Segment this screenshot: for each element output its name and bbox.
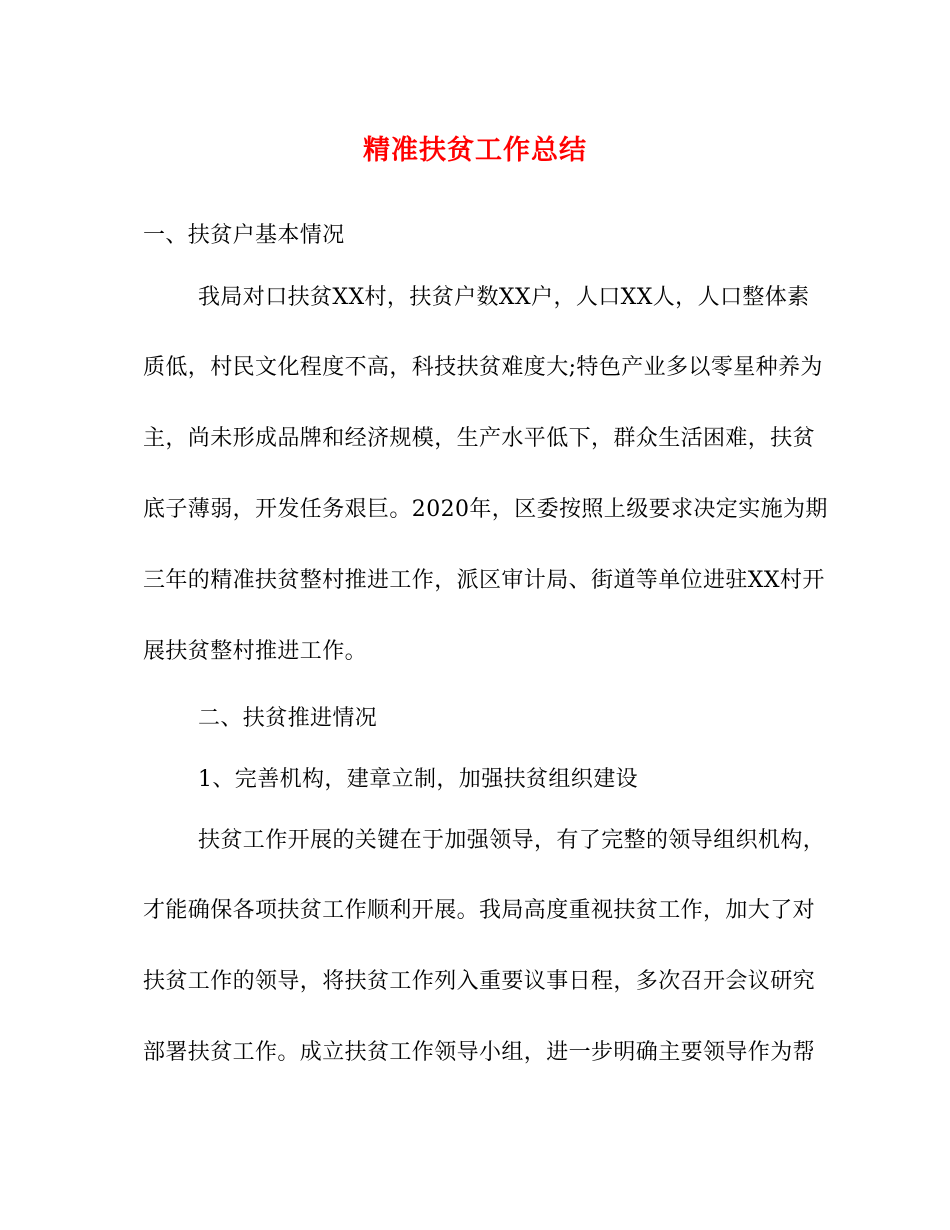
paragraph-line: 扶贫工作的领导，将扶贫工作列入重要议事日程，多次召开会议研究	[143, 969, 816, 994]
paragraph-line: 底子薄弱，开发任务艰巨。2020年，区委按照上级要求决定实施为期	[143, 497, 828, 522]
paragraph-line: 部署扶贫工作。成立扶贫工作领导小组，进一步明确主要领导作为帮	[143, 1040, 816, 1065]
paragraph-line: 扶贫工作开展的关键在于加强领导，有了完整的领导组织机构，	[198, 828, 826, 853]
subsection-heading-organization: 1、完善机构，建章立制，加强扶贫组织建设	[198, 767, 638, 792]
document-title: 精准扶贫工作总结	[363, 135, 587, 166]
section-heading-progress: 二、扶贫推进情况	[198, 706, 378, 731]
paragraph-line: 主，尚未形成品牌和经济规模，生产水平低下，群众生活困难，扶贫	[143, 426, 816, 451]
paragraph-line: 三年的精准扶贫整村推进工作，派区审计局、街道等单位进驻XX村开	[143, 568, 825, 593]
section-heading-basic-info: 一、扶贫户基本情况	[143, 223, 345, 248]
paragraph-line: 展扶贫整村推进工作。	[143, 639, 368, 664]
paragraph-line: 我局对口扶贫XX村，扶贫户数XX户，人口XX人，人口整体素	[198, 285, 810, 310]
paragraph-line: 才能确保各项扶贫工作顺利开展。我局高度重视扶贫工作，加大了对	[143, 898, 816, 923]
paragraph-line: 质低，村民文化程度不高，科技扶贫难度大;特色产业多以零星种养为	[143, 355, 823, 380]
